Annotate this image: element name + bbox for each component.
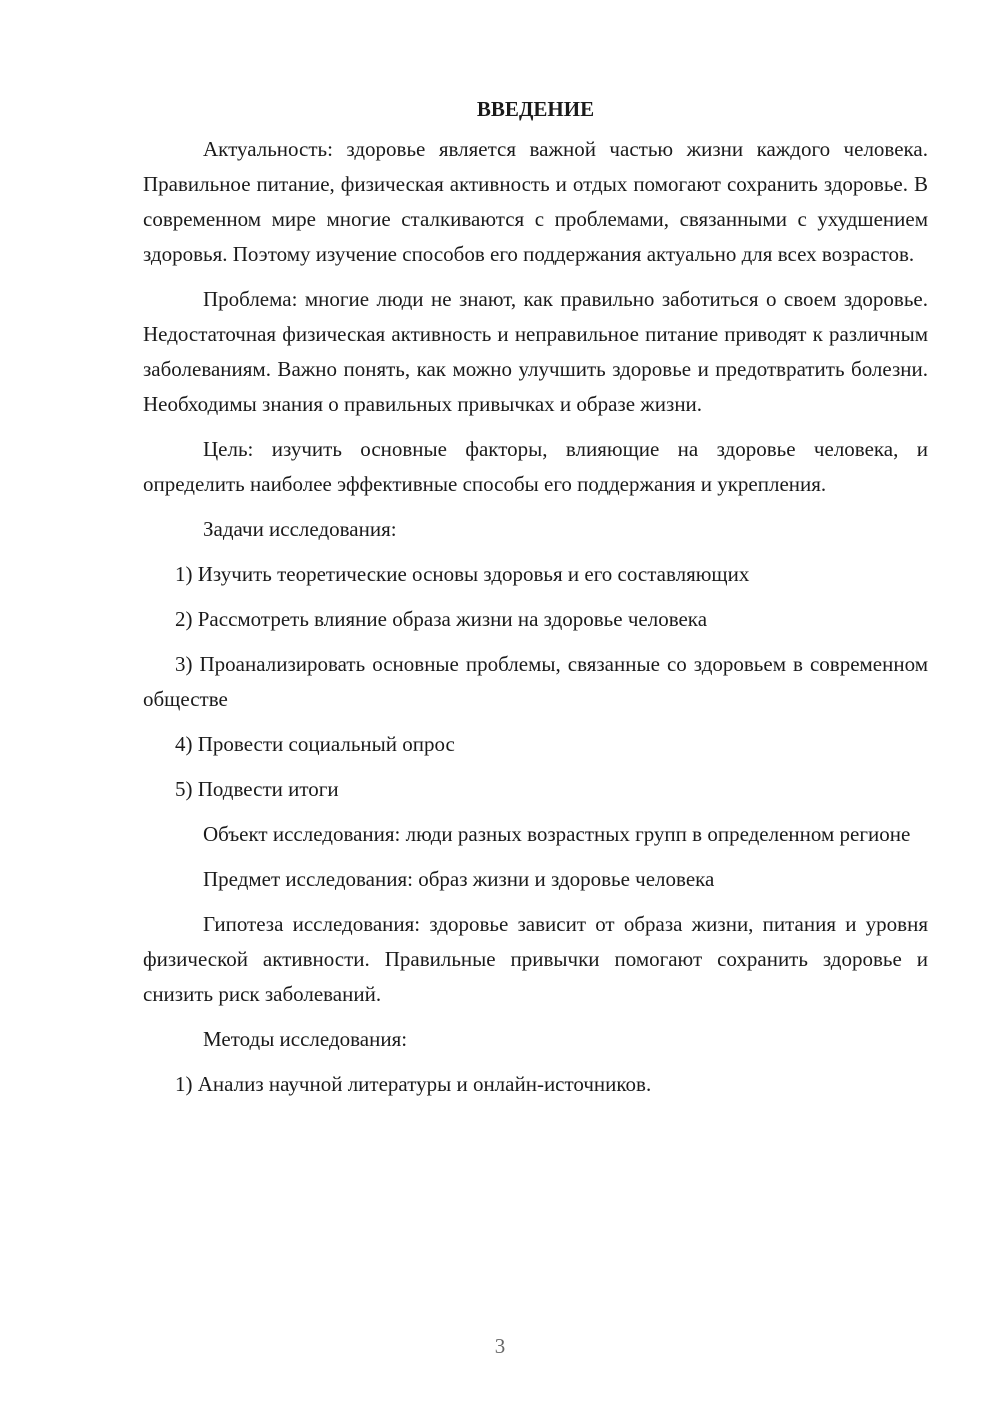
document-page: [143, 92, 928, 1112]
task-item-4: 4) Провести социальный опрос: [175, 732, 455, 756]
task-item-1: 1) Изучить теоретические основы здоровья и его составляющих: [175, 562, 750, 586]
task-item-3: 3) Проанализировать основные проблемы, связанные со здоровьем в современном обществе: [143, 652, 928, 711]
method-item-1: 1) Анализ научной литературы и онлайн-источников.: [175, 1072, 652, 1096]
problem-paragraph: Проблема: многие люди не знают, как правильно заботиться о своем здоровье. Недостаточная физическая активность и неправильное питание приводят к различным заболеваниям. Важно понять, как можно улучшить здоровье и предотвратить болезни. Необходимы знания о правильных привычках и образе жизни.: [143, 287, 928, 416]
relevance-paragraph: Актуальность: здоровье является важной частью жизни каждого человека. Правильное питание, физическая активность и отдых помогают сохранить здоровье. В современном мире многие сталкиваются с проблемами, связанными с ухудшением здоровья. Поэтому изучение способов его поддержания актуально для всех возрастов.: [143, 137, 928, 266]
hypothesis-paragraph: Гипотеза исследования: здоровье зависит от образа жизни, питания и уровня физической активности. Правильные привычки помогают сохранить здоровье и снизить риск заболеваний.: [143, 912, 928, 1006]
subject-paragraph: Предмет исследования: образ жизни и здоровье человека: [203, 867, 715, 891]
task-item-5: 5) Подвести итоги: [175, 777, 339, 801]
object-paragraph: Объект исследования: люди разных возрастных групп в определенном регионе: [203, 822, 911, 846]
goal-paragraph: Цель: изучить основные факторы, влияющие на здоровье человека, и определить наиболее эффективные способы его поддержания и укрепления.: [143, 437, 928, 496]
page-title: ВВЕДЕНИЕ: [476, 97, 595, 121]
task-item-2: 2) Рассмотреть влияние образа жизни на здоровье человека: [175, 607, 708, 631]
methods-heading: Методы исследования:: [203, 1027, 408, 1051]
page-number: 3: [494, 1334, 506, 1358]
tasks-heading: Задачи исследования:: [203, 517, 397, 541]
